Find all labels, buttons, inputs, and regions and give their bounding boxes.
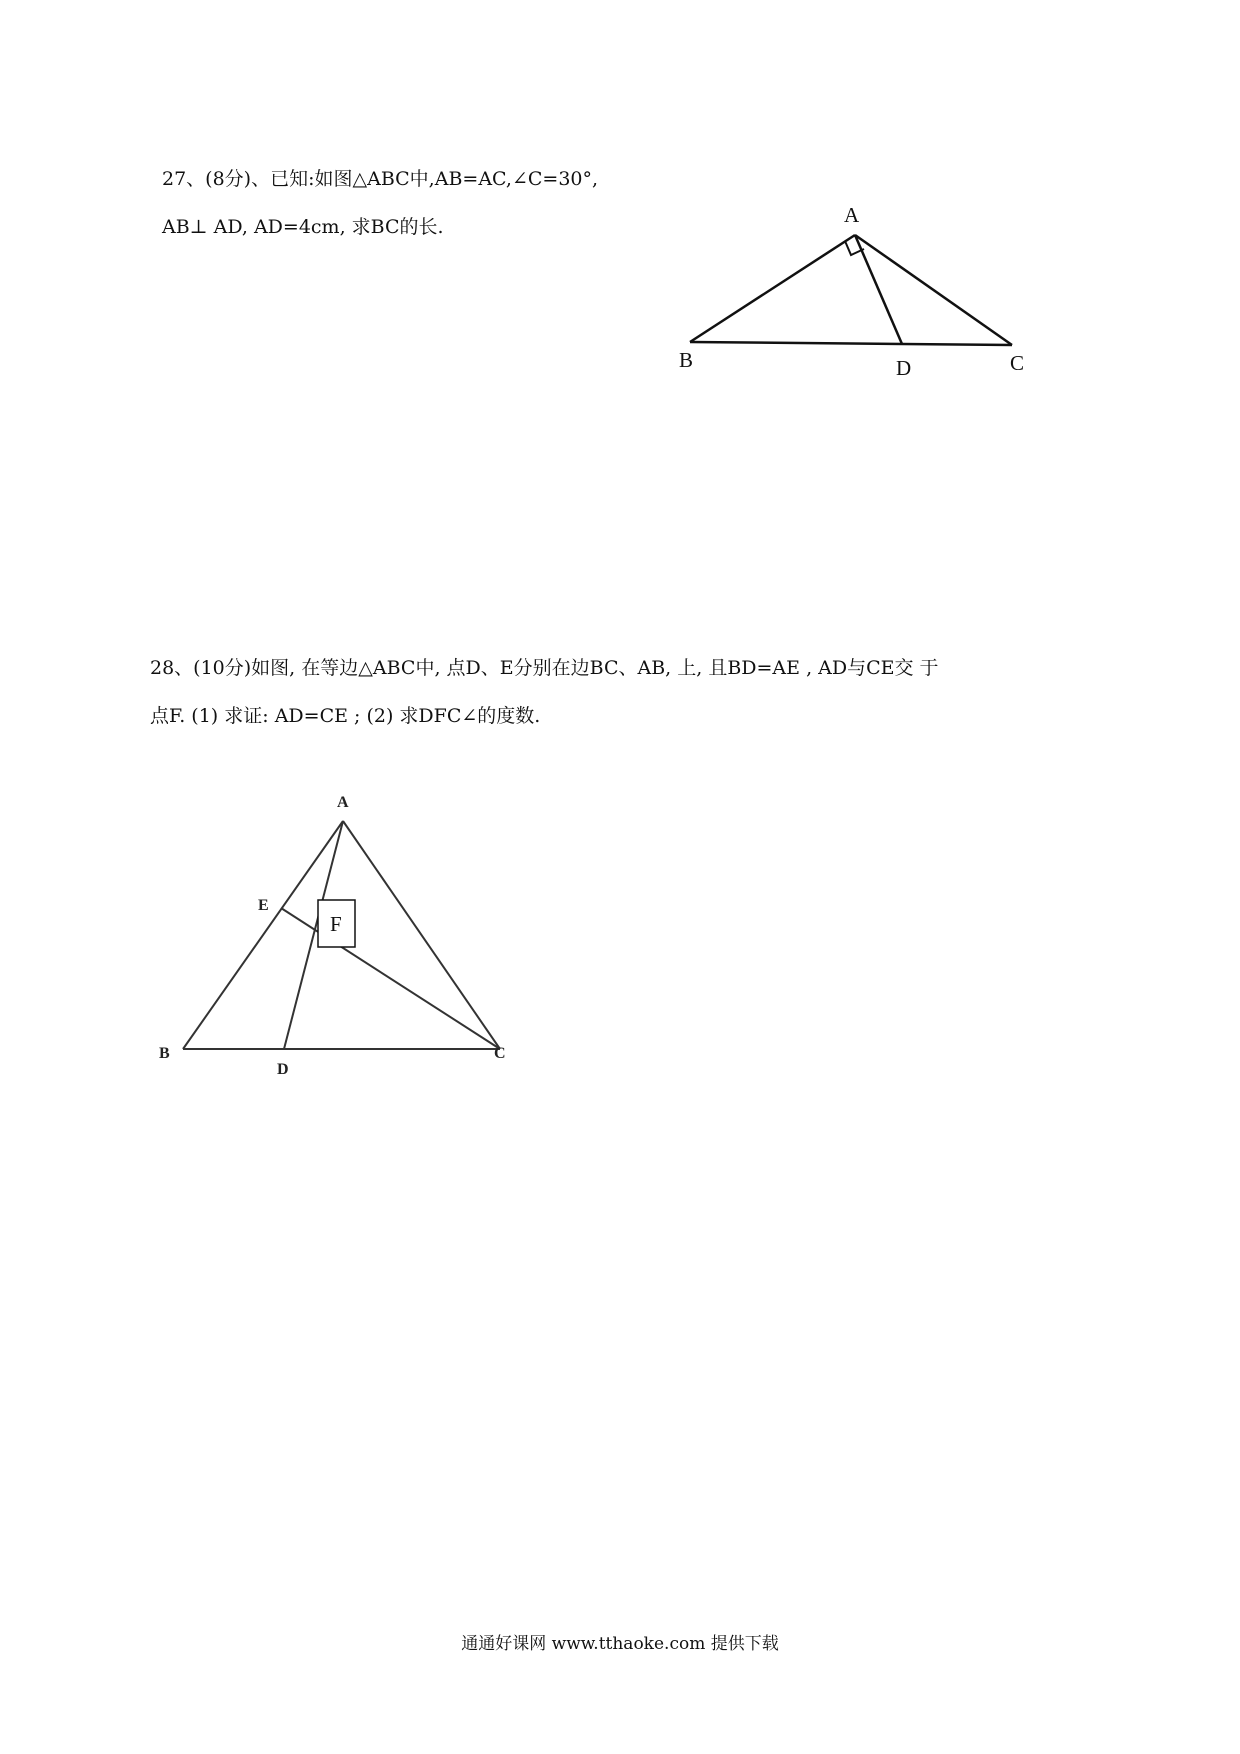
q28-label-d: D [277,1061,289,1078]
q27-label-c: C [1010,351,1025,375]
q28-label-b: B [159,1045,170,1062]
q28-line1: 28、(10分)如图, 在等边△ABC中, 点D、E分别在边BC、AB, 上, 且BD=AE , AD与CE交 于 [150,657,939,679]
q28-label-e: E [258,897,269,914]
q27-line1: 27、(8分)、已知:如图△ABC中,AB=AC,∠C=30°, [162,168,599,190]
q27-label-a: A [844,203,860,227]
q28-line2: 点F. (1) 求证: AD=CE ; (2) 求DFC∠的度数. [150,705,541,727]
q28-segment-ce [281,908,500,1049]
q27-label-d: D [896,356,912,380]
q27-line2: AB⊥ AD, AD=4cm, 求BC的长. [162,216,444,238]
page-footer: 通通好课网 www.tthaoke.com 提供下载 [461,1634,779,1654]
q28-side-ac [343,821,500,1049]
q27-label-b: B [679,348,694,372]
q28-label-c: C [494,1045,506,1062]
q28-label-a: A [337,794,349,811]
q28-label-f: F [330,912,342,936]
